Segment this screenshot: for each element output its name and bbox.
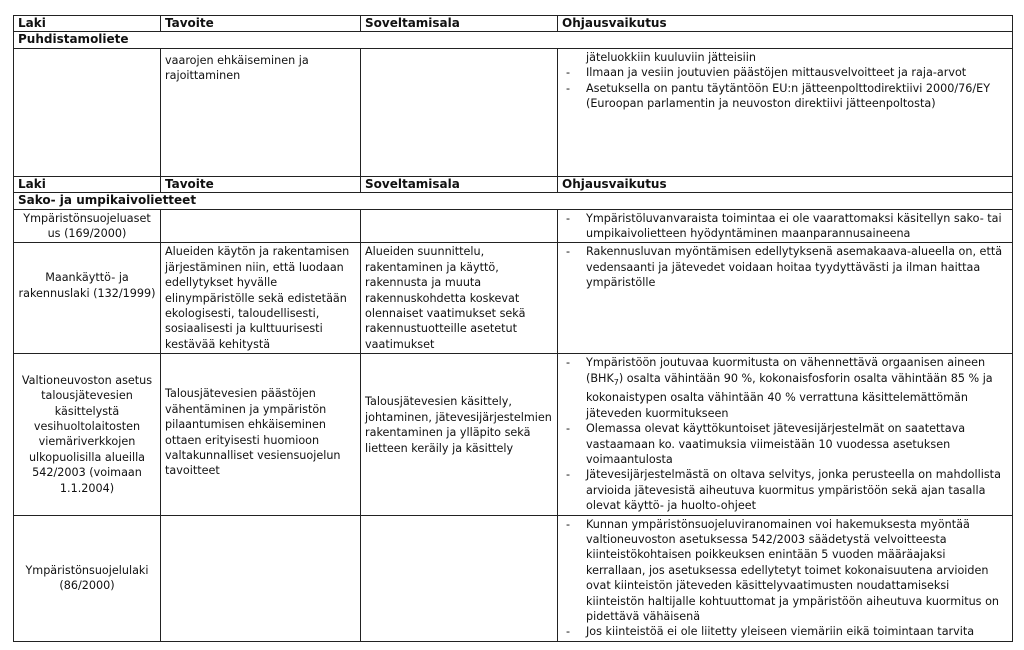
table-header-row: [14, 176, 1013, 192]
effects-cell: [558, 515, 1013, 641]
effect-item: - Kunnan ympäristönsuojeluviranomainen voi hakemuksesta myöntää valtioneuvoston asetuksessa 542/2003 säädetystä velvoitteesta kiinteistökohtaisen poikkeuksen enintään 5 vuoden määräajaksi kerrallaan, jos asetuksessa edellytetyt toimet kokonaisuutena arvioiden ovat kiinteistön jäteveden käsittelyvaatimusten noudattamiseksi kiinteistön haltijalle kohtuuttomat ja ympäristöön aiheutuva kuormitus on pidettävä vähäisenä: [562, 517, 1008, 625]
section-row: [14, 32, 1013, 48]
effect-item: - Rakennusluvan myöntämisen edellytyksenä asemakaava-alueella on, että vedensaanti ja jätevedet voidaan hoitaa tyydyttävästi ja ilman haittaa ympäristölle: [562, 244, 1008, 290]
goal-cell: vaarojen ehkäiseminen ja rajoittaminen: [161, 48, 361, 176]
effect-item: - Jos kiinteistöä ei ole liitetty yleiseen viemäriin eikä toimintaan tarvita: [562, 624, 1008, 639]
table-row: [14, 243, 1013, 354]
scope-cell: [361, 209, 558, 243]
effects-cell: [558, 48, 1013, 176]
effect-item: jäteluokkiin kuuluviin jätteisiin: [586, 50, 756, 64]
effect-item: - Olemassa olevat käyttökuntoiset jätevesijärjestelmät on saatettava vastaamaan ko. vaatimuksia viimeistään 10 vuodessa asetuksen voimaantulosta: [562, 421, 1008, 467]
column-header: Soveltamisala: [361, 16, 558, 32]
goal-cell: [161, 515, 361, 641]
effects-cell: [558, 243, 1013, 354]
column-header: Tavoite: [161, 16, 361, 32]
effect-item: - Jätevesijärjestelmästä on oltava selvitys, jonka perusteella on mahdollista arvioida jätevesistä aiheutuva kuormitus ympäristöön sekä ajan tasalla olevat käyttö- ja huolto-ohjeet: [562, 467, 1008, 513]
effects-cell: [558, 354, 1013, 515]
section-title: Puhdistamoliete: [14, 32, 1013, 48]
goal-cell: [161, 209, 361, 243]
goal-cell: Alueiden käytön ja rakentamisen järjestäminen niin, että luodaan edellytykset hyvälle elinympäristölle sekä edistetään ekologisesti, taloudellisesti, sosiaalisesti ja kulttuurisesti kestävää kehitystä: [161, 243, 361, 354]
table-row: [14, 515, 1013, 641]
law-cell: Ympäristönsuojeluaset us (169/2000): [14, 209, 161, 243]
law-cell: Ympäristönsuojelulaki (86/2000): [14, 515, 161, 641]
column-header: Ohjausvaikutus: [558, 176, 1013, 192]
column-header: Tavoite: [161, 176, 361, 192]
effect-item: - Ympäristöön joutuvaa kuormitusta on vähennettävä orgaanisen aineen $(BHK_7)$ osalta vähintään 90 %, kokonaisfosforin osalta vähintään 85 % ja kokonaistypen osalta vähintään 40 % verrattuna käsittelemättömän jäteveden kuormitukseen: [562, 355, 1008, 421]
table-header-row: [14, 16, 1013, 32]
scope-cell: [361, 48, 558, 176]
table-row: [14, 354, 1013, 515]
law-cell: [14, 48, 161, 176]
goal-cell: Talousjätevesien päästöjen vähentäminen ja ympäristön pilaantumisen ehkäiseminen ottaen erityisesti huomioon valtakunnalliset vesiensuojelun tavoitteet: [161, 354, 361, 515]
scope-cell: [361, 515, 558, 641]
effect-item: - Asetuksella on pantu täytäntöön EU:n jätteenpolttodirektiivi 2000/76/EY (Euroopan parlamentin ja neuvoston direktiivi jätteenpoltosta): [562, 81, 1008, 112]
column-header: Ohjausvaikutus: [558, 16, 1013, 32]
column-header: Laki: [14, 16, 161, 32]
effect-item: - Ilmaan ja vesiin joutuvien päästöjen mittausvelvoitteet ja raja-arvot: [562, 65, 1008, 80]
column-header: Laki: [14, 176, 161, 192]
column-header: Soveltamisala: [361, 176, 558, 192]
regulation-table: [13, 15, 1013, 642]
effect-item: - Ympäristöluvanvaraista toimintaa ei ole vaarattomaksi käsitellyn sako- tai umpikaivolietteen hyödyntäminen maanparannusaineena: [562, 211, 1008, 242]
law-cell: Maankäyttö- ja rakennuslaki (132/1999): [14, 243, 161, 354]
section-row: [14, 193, 1013, 209]
effects-cell: [558, 209, 1013, 243]
section-title: Sako- ja umpikaivolietteet: [14, 193, 1013, 209]
scope-cell: Talousjätevesien käsittely, johtaminen, jätevesijärjestelmien rakentaminen ja ylläpito sekä lietteen keräily ja käsittely: [361, 354, 558, 515]
table-row: [14, 209, 1013, 243]
law-cell: Valtioneuvoston asetus talousjätevesien käsittelystä vesihuoltolaitosten viemäriverkkojen ulkopuolisilla alueilla 542/2003 (voimaan 1.1.2004): [14, 354, 161, 515]
table-row: [14, 48, 1013, 176]
scope-cell: Alueiden suunnittelu, rakentaminen ja käyttö, rakennusta ja muuta rakennuskohdetta koskevat olennaiset vaatimukset sekä rakennustuotteille asetetut vaatimukset: [361, 243, 558, 354]
